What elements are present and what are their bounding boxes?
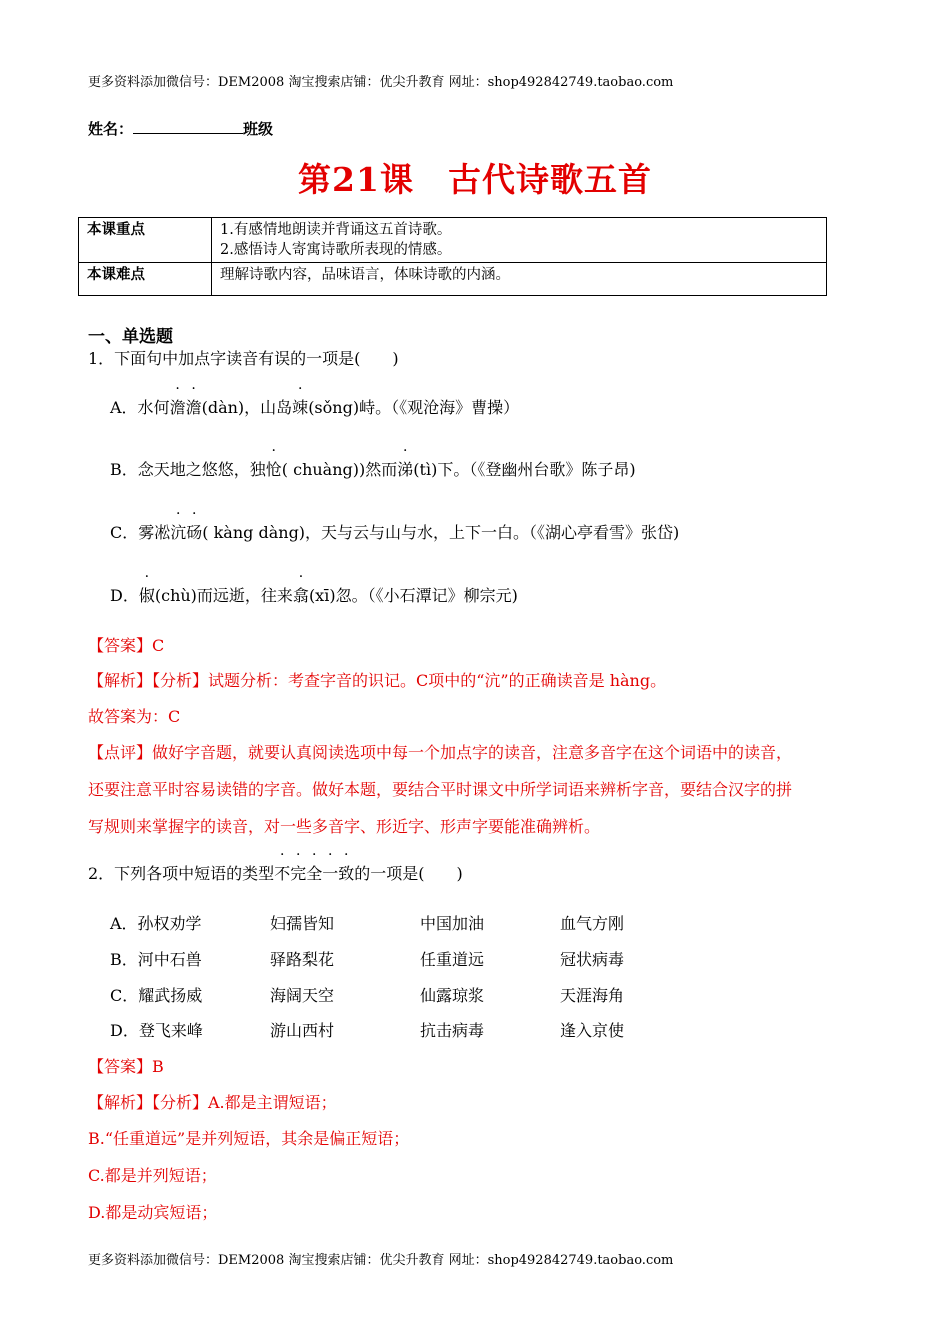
key-points-cell — [212, 218, 827, 263]
difficulty-label: 本课难点 — [79, 263, 212, 296]
question-2-analysis-line-4: D.都是动宾短语； — [88, 1203, 218, 1222]
dotted-char: 澹 — [169, 398, 186, 417]
dotted-char: 沆 — [170, 523, 187, 542]
option-text: ( chuàng))然而 — [281, 460, 398, 479]
phrase: 任重道远 — [420, 950, 485, 969]
option-text: (tì)下。（《登幽州台歌》陈子昂) — [413, 460, 636, 479]
phrase: 抗击病毒 — [420, 1021, 485, 1040]
dotted-char: 竦 — [292, 398, 309, 417]
question-1-comment-line-3: 写规则来掌握字的读音，对一些多音字、形近字、形声字要能准确辨析。 — [88, 817, 601, 836]
option-text: B．念天地之悠悠，独 — [110, 460, 266, 479]
page-header: 更多资料添加微信号：DEM2008 淘宝搜索店铺：优尖升教育 网址：shop492842749.taobao.com — [88, 75, 674, 90]
phrase: 冠状病毒 — [560, 950, 625, 969]
option-text: C．雾凇 — [110, 523, 171, 542]
phrase: 海阔天空 — [270, 986, 335, 1005]
question-2-stem — [88, 861, 463, 884]
dotted-char: 翕 — [292, 586, 309, 605]
question-2-option-a — [110, 911, 710, 933]
option-text: ( kàng dàng)，天与云与山与水，上下一白。（《湖心亭看雪》张岱) — [202, 523, 680, 542]
name-label: 姓名： — [88, 120, 134, 138]
question-1-answer: 【答案】C — [88, 636, 165, 655]
question-1-comment-line-1: 【点评】做好字音题，就要认真阅读选项中每一个加点字的读音，注意多音字在这个词语中的读音， — [88, 743, 793, 762]
option-text: (sǒng)峙。（《观沧海》曹操） — [308, 398, 520, 417]
question-2-answer: 【答案】B — [88, 1057, 164, 1076]
question-1-conclusion: 故答案为：C — [88, 707, 181, 726]
question-1-option-d — [110, 583, 518, 606]
key-point-1: 1.有感情地朗读并背诵这五首诗歌。 — [220, 222, 452, 238]
stem-text: 2．下列各项中短语的类型 — [88, 864, 275, 883]
dotted-char: 砀 — [186, 523, 203, 542]
option-text: A．水何 — [110, 398, 170, 417]
phrase: 逢入京使 — [560, 1021, 625, 1040]
phrase: 天涯海角 — [560, 986, 625, 1005]
key-points-label: 本课重点 — [79, 218, 212, 263]
question-2-option-b — [110, 947, 710, 969]
phrase: 中国加油 — [420, 914, 485, 933]
page-footer: 更多资料添加微信号：DEM2008 淘宝搜索店铺：优尖升教育 网址：shop492842749.taobao.com — [88, 1253, 674, 1268]
phrase: C．耀武扬威 — [110, 986, 203, 1005]
phrase: 仙露琼浆 — [420, 986, 485, 1005]
dotted-char: 不 — [274, 864, 291, 883]
question-2-analysis-line-3: C.都是并列短语； — [88, 1166, 217, 1185]
dotted-char: 全 — [306, 864, 323, 883]
question-2-option-d — [110, 1018, 710, 1040]
phrase: B．河中石兽 — [110, 950, 202, 969]
difficulty-cell: 理解诗歌内容，品味语言，体味诗歌的内涵。 — [212, 263, 827, 296]
name-class-line — [88, 118, 273, 139]
dotted-char: 一 — [322, 864, 339, 883]
phrase: D．登飞来峰 — [110, 1021, 203, 1040]
question-1-option-a — [110, 395, 519, 418]
phrase: 驿路梨花 — [270, 950, 335, 969]
option-text: D． — [110, 586, 139, 605]
lesson-title: 第21课 古代诗歌五首 — [298, 160, 652, 199]
option-text: (xī)忽。（《小石潭记》柳宗元) — [308, 586, 518, 605]
option-text: (dàn)，山岛 — [201, 398, 293, 417]
key-point-2: 2.感悟诗人寄寓诗歌所表现的情感。 — [220, 242, 452, 258]
question-1-analysis: 【解析】【分析】试题分析：考查字音的识记。C项中的“沆”的正确读音是 hàng。 — [88, 671, 667, 690]
question-1-comment-line-2: 还要注意平时容易读错的字音。做好本题，要结合平时课文中所学词语来辨析字音，要结合汉字的拼 — [88, 780, 793, 799]
phrase: 血气方刚 — [560, 914, 625, 933]
question-2-analysis-line-2: B.“任重道远”是并列短语，其余是偏正短语； — [88, 1129, 410, 1148]
dotted-char: 俶 — [138, 586, 155, 605]
table-row — [79, 263, 827, 296]
dotted-char: 完 — [290, 864, 307, 883]
lesson-focus-table — [78, 217, 827, 296]
stem-text: 的一项是( ) — [354, 864, 463, 883]
dotted-char: 澹 — [185, 398, 202, 417]
dotted-char: 怆 — [265, 460, 282, 479]
section-title: 一、单选题 — [88, 327, 173, 347]
name-blank — [133, 119, 243, 134]
phrase: 游山西村 — [270, 1021, 335, 1040]
table-row — [79, 218, 827, 263]
phrase: 妇孺皆知 — [270, 914, 335, 933]
dotted-char: 涕 — [397, 460, 414, 479]
option-text: (chù)而远逝，往来 — [154, 586, 293, 605]
phrase: A．孙权劝学 — [110, 914, 202, 933]
question-2-option-c — [110, 983, 710, 1005]
question-1-stem: 1．下面句中加点字读音有误的一项是( ) — [88, 349, 399, 368]
question-1-option-b — [110, 457, 636, 480]
class-label: 班级 — [243, 120, 274, 138]
dotted-char: 致 — [338, 864, 355, 883]
question-2-analysis-line-1: 【解析】【分析】A.都是主谓短语； — [88, 1093, 337, 1112]
question-1-option-c — [110, 520, 679, 543]
